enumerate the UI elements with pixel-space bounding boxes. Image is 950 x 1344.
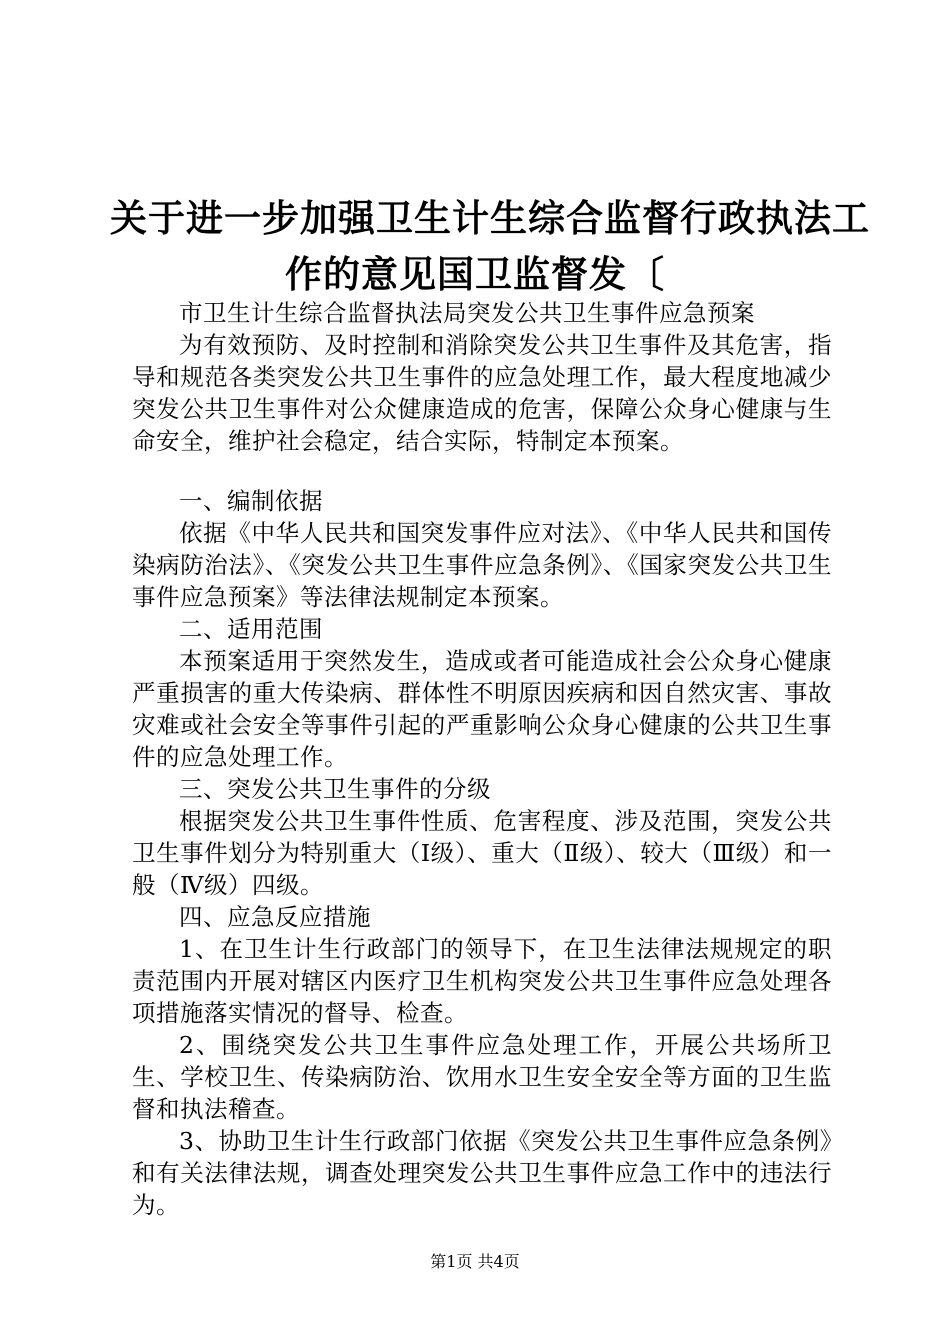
document-title-line2: 作的意见国卫监督发〔: [285, 253, 665, 296]
section1-heading: 一、编制依据: [179, 487, 323, 515]
intro-paragraph: 为有效预防、及时控制和消除突发公共卫生事件及其危害，指导和规范各类突发公共卫生事件的应急处理工作，最大程度地减少突发公共卫生事件对公众健康造成的危害，保障公众身心健康与生命安全，维护社会稳定，结合实际，特制定本预案。: [132, 331, 832, 455]
section4-heading: 四、应急反应措施: [179, 903, 371, 931]
section4-item-3: 3、协助卫生计生行政部门依据《突发公共卫生事件应急条例》和有关法律法规，调查处理突发公共卫生事件应急工作中的违法行为。: [132, 1127, 832, 1219]
section1-paragraph: 依据《中华人民共和国突发事件应对法》、《中华人民共和国传染病防治法》、《突发公共卫生事件应急条例》、《国家突发公共卫生事件应急预案》等法律法规制定本预案。: [132, 519, 832, 611]
section3-heading: 三、突发公共卫生事件的分级: [179, 775, 491, 803]
document-body: [132, 297, 832, 1221]
section2-heading: 二、适用范围: [179, 615, 323, 643]
section3-paragraph: 根据突发公共卫生事件性质、危害程度、涉及范围，突发公共卫生事件划分为特别重大（Ⅰ级）、重大（Ⅱ级）、较大（Ⅲ级）和一般（Ⅳ级）四级。: [132, 807, 832, 899]
page-indicator: 第1页 共4页: [430, 1252, 520, 1271]
document-title-line1: 关于进一步加强卫生计生综合监督行政执法工: [110, 197, 870, 240]
section4-item-2: 2、围绕突发公共卫生事件应急处理工作，开展公共场所卫生、学校卫生、传染病防治、饮用水卫生安全安全等方面的卫生监督和执法稽查。: [132, 1031, 832, 1123]
section4-item-1: 1、在卫生计生行政部门的领导下，在卫生法律法规规定的职责范围内开展对辖区内医疗卫生机构突发公共卫生事件应急处理各项措施落实情况的督导、检查。: [132, 935, 832, 1027]
section2-paragraph: 本预案适用于突然发生，造成或者可能造成社会公众身心健康严重损害的重大传染病、群体性不明原因疾病和因自然灾害、事故灾难或社会安全等事件引起的严重影响公众身心健康的公共卫生事件的应急处理工作。: [132, 647, 832, 771]
document-subtitle: 市卫生计生综合监督执法局突发公共卫生事件应急预案: [179, 299, 755, 327]
